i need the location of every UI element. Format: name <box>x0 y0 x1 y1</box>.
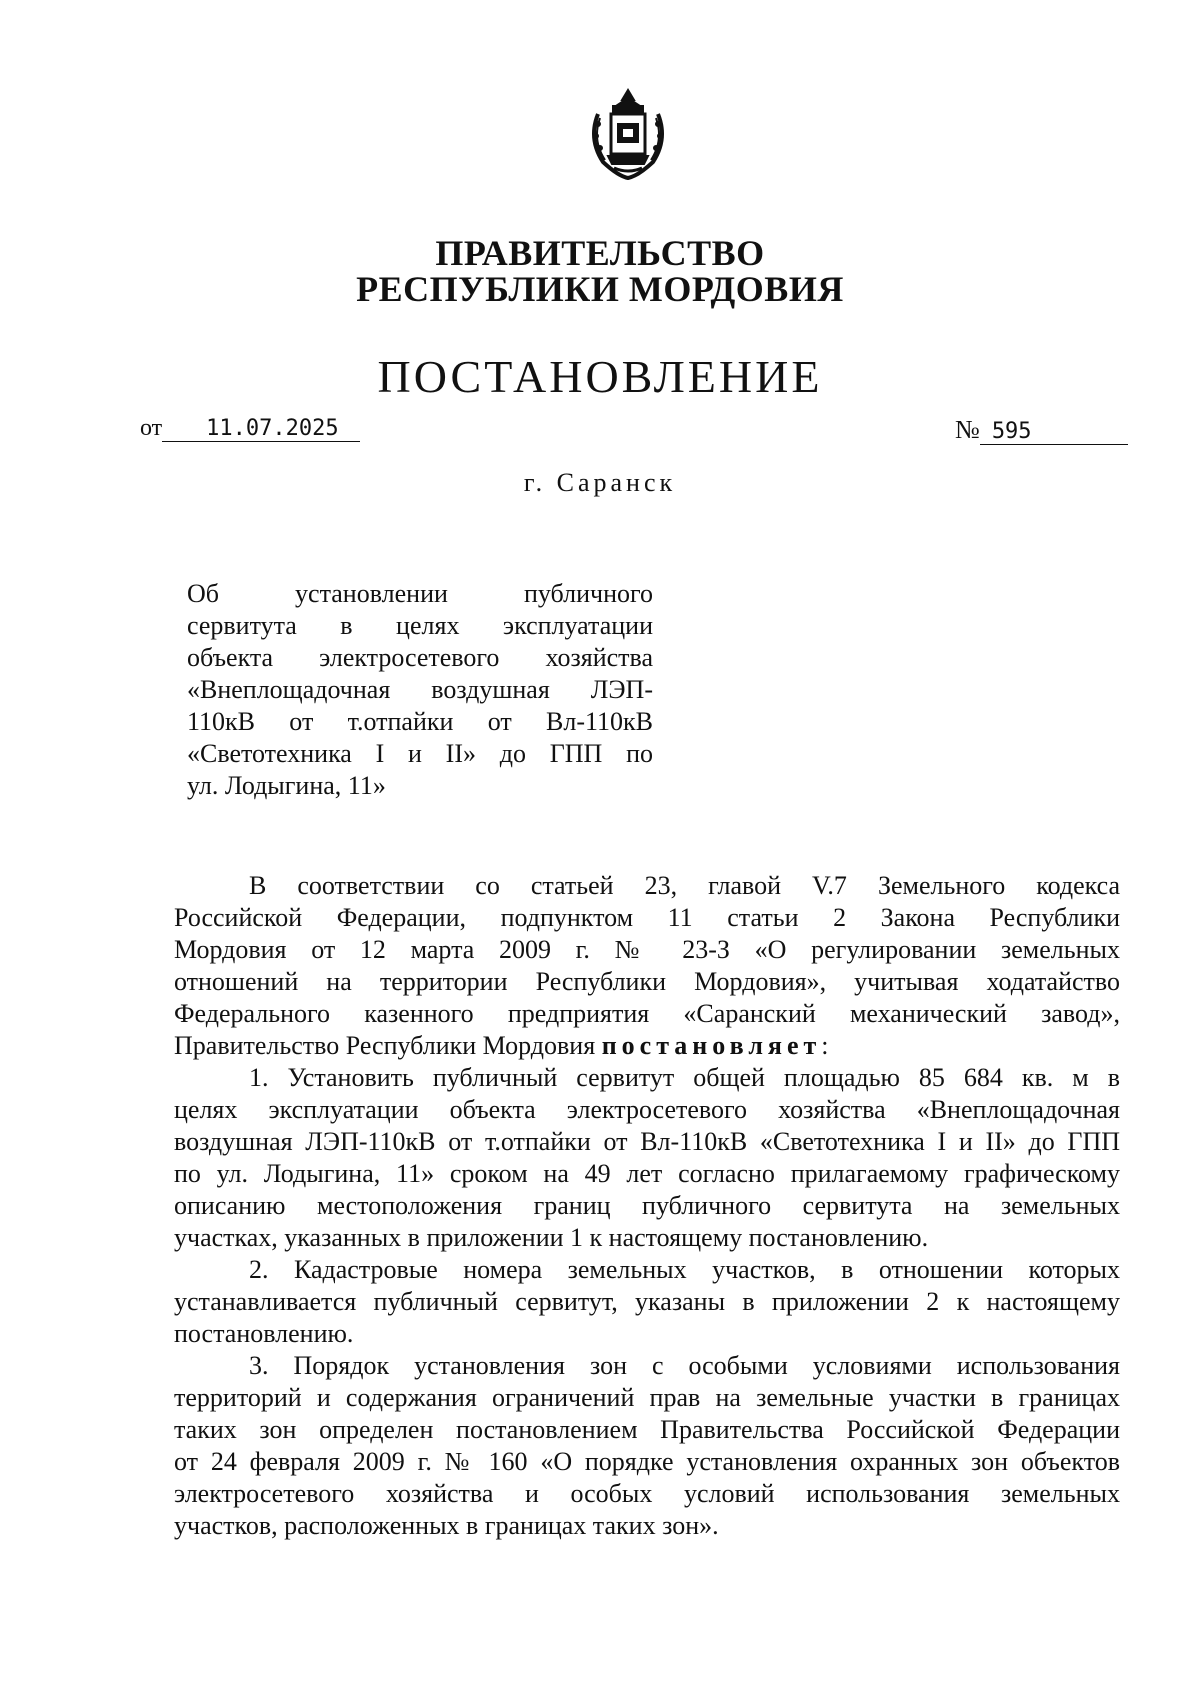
item3-line: от 24 февраля 2009 г. № 160 «О порядке установления охранных зон объектов <box>174 1447 1120 1476</box>
preamble-line: В соответствии со статьей 23, главой V.7 Земельного кодекса <box>249 871 1120 900</box>
preamble-last-line <box>174 1030 1120 1062</box>
subject-line: ул. Лодыгина, 11» <box>187 771 386 800</box>
subject-line: Об установлении публичного <box>187 579 653 608</box>
government-title-line2: РЕСПУБЛИКИ МОРДОВИЯ <box>356 269 844 309</box>
number-prefix: № <box>955 415 980 444</box>
item1-line: 1. Установить публичный сервитут общей площадью 85 684 кв. м в <box>249 1063 1120 1092</box>
document-subject <box>187 578 653 802</box>
item3-line: электросетевого хозяйства и особых условий использования земельных <box>174 1479 1120 1508</box>
subject-line: сервитута в целях эксплуатации <box>187 611 653 640</box>
subject-line: 110кВ от т.отпайки от Вл-110кВ <box>187 707 653 736</box>
document-type: ПОСТАНОВЛЕНИЕ <box>377 351 823 402</box>
item2-line: устанавливается публичный сервитут, указаны в приложении 2 к настоящему <box>174 1287 1120 1316</box>
subject-line: объекта электросетевого хозяйства <box>187 643 653 672</box>
preamble-last-line-end: : <box>821 1031 829 1060</box>
preamble-line: отношений на территории Республики Мордовия», учитывая ходатайство <box>174 967 1120 996</box>
preamble-last-line-start: Правительство Республики Мордовия <box>174 1031 602 1060</box>
item1-line: воздушная ЛЭП-110кВ от т.отпайки от Вл-110кВ «Светотехника I и II» до ГПП <box>174 1127 1120 1156</box>
item3-line: 3. Порядок установления зон с особыми условиями использования <box>249 1351 1120 1380</box>
date-prefix: от <box>140 415 163 441</box>
item1-line: описанию местоположения границ публичного сервитута на земельных <box>174 1191 1120 1220</box>
item3-line: территорий и содержания ограничений прав на земельные участки в границах <box>174 1383 1120 1412</box>
decree-word: постановляет <box>601 1031 822 1060</box>
item1-line: целях эксплуатации объекта электросетевого хозяйства «Внеплощадочная <box>174 1095 1120 1124</box>
item2-line: постановлению. <box>174 1319 354 1348</box>
item3-line: таких зон определен постановлением Правительства Российской Федерации <box>174 1415 1120 1444</box>
item3-line: участков, расположенных в границах таких зон». <box>174 1511 719 1540</box>
subject-line: «Светотехника I и II» до ГПП по <box>187 739 653 768</box>
item1-line: по ул. Лодыгина, 11» сроком на 49 лет согласно прилагаемому графическому <box>174 1159 1120 1188</box>
city: г. Саранск <box>523 468 677 497</box>
number-field <box>955 415 1128 445</box>
coat-of-arms-icon <box>578 84 678 184</box>
document-body <box>174 870 1120 1542</box>
preamble-line: Федерального казенного предприятия «Саранский механический завод», <box>174 999 1120 1028</box>
item2-line: 2. Кадастровые номера земельных участков, в отношении которых <box>249 1255 1120 1284</box>
number-value: 595 <box>980 420 1128 445</box>
date-field <box>140 415 360 442</box>
preamble-line: Российской Федерации, подпунктом 11 статьи 2 Закона Республики <box>174 903 1120 932</box>
item1-line: участках, указанных в приложении 1 к настоящему постановлению. <box>174 1223 929 1252</box>
date-value: 11.07.2025 <box>162 417 360 442</box>
government-title-line1: ПРАВИТЕЛЬСТВО <box>435 233 765 273</box>
preamble-line: Мордовия от 12 марта 2009 г. № 23-З «О регулировании земельных <box>174 935 1120 964</box>
subject-line: «Внеплощадочная воздушная ЛЭП- <box>187 675 653 704</box>
